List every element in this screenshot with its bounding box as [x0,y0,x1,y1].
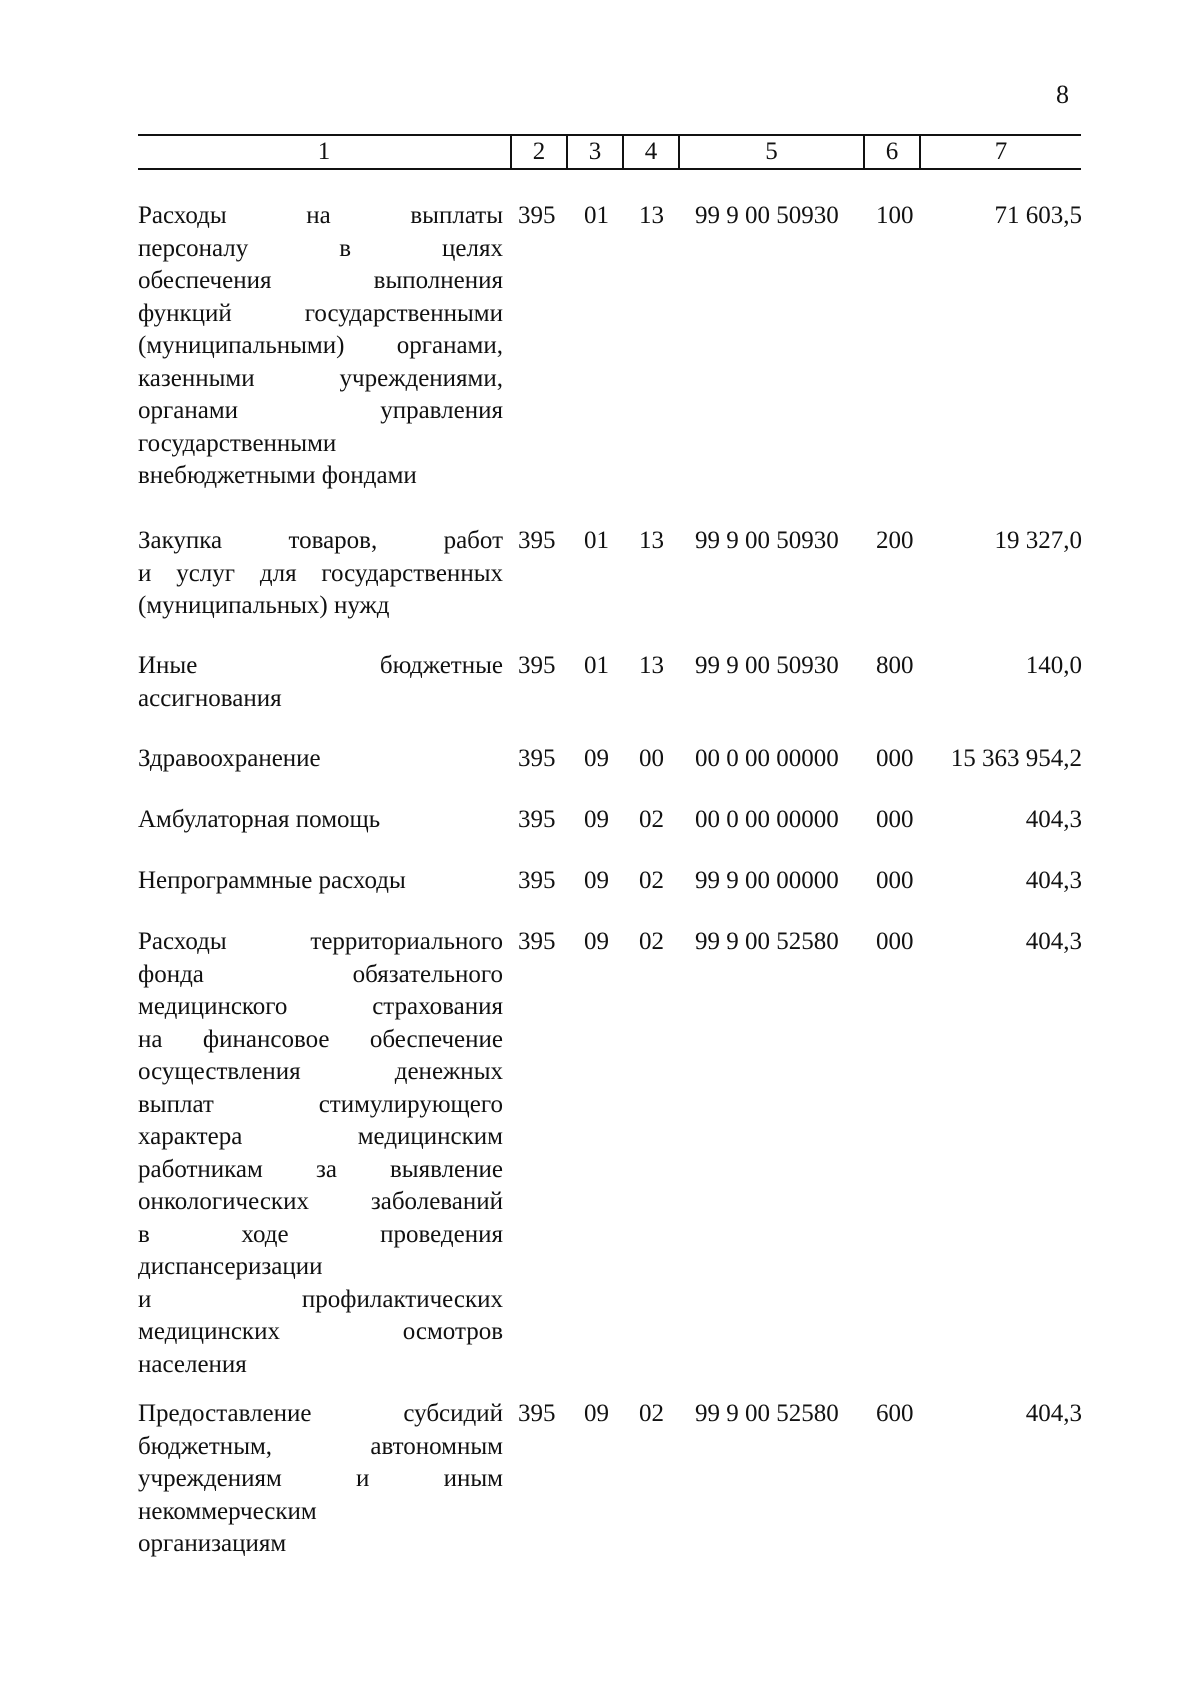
description-line: Расходы на выплаты [138,202,503,229]
cell-target-article: 00 0 00 00000 [695,745,839,772]
description-line: бюджетным, автономным [138,1432,503,1460]
description-line: онкологических заболеваний [138,1188,503,1215]
cell-target-article: 00 0 00 00000 [695,806,839,833]
table-header [138,134,1081,170]
cell-admin-code: 395 [518,867,556,894]
description-line: и услуг для государственных [138,559,503,587]
row-description [138,650,503,715]
cell-target-article: 99 9 00 52580 [695,1400,839,1427]
cell-admin-code: 395 [518,652,556,679]
cell-section: 09 [584,928,609,955]
page-number: 8 [1056,80,1069,109]
cell-section: 09 [584,867,609,894]
cell-subsection: 02 [639,1400,664,1427]
header-col-5: 5 [678,136,863,168]
cell-target-article: 99 9 00 50930 [695,652,839,679]
description-line: обеспечения выполнения [138,267,503,294]
cell-amount: 140,0 [1025,652,1082,679]
cell-amount: 19 327,0 [994,527,1082,554]
description-line: Закупка товаров, работ [138,527,503,554]
cell-amount: 404,3 [1025,867,1082,894]
cell-amount: 404,3 [1025,1400,1082,1427]
description-line: и профилактических [138,1285,503,1313]
description-line: ассигнования [138,684,282,712]
header-col-4: 4 [622,136,678,168]
row-description [138,865,503,898]
description-line: Здравоохранение [138,745,321,772]
description-line: Расходы территориального [138,928,503,955]
description-line: функций государственными [138,299,503,327]
cell-subsection: 02 [639,867,664,894]
description-line: (муниципальными) органами, [138,332,503,359]
description-line: Иные бюджетные [138,652,503,679]
cell-section: 01 [584,202,609,229]
description-line: казенными учреждениями, [138,364,503,392]
row-description [138,743,503,776]
header-col-1: 1 [317,138,331,165]
row-description [138,804,503,837]
cell-admin-code: 395 [518,806,556,833]
cell-amount: 404,3 [1025,928,1082,955]
cell-target-article: 99 9 00 52580 [695,928,839,955]
cell-expense-type: 800 [876,652,914,679]
description-line: органами управления [138,397,503,424]
row-description [138,1398,503,1561]
cell-admin-code: 395 [518,745,556,772]
cell-expense-type: 200 [876,527,914,554]
description-line: работникам за выявление [138,1155,503,1183]
description-line: в ходе проведения [138,1220,503,1248]
cell-expense-type: 000 [876,806,914,833]
cell-subsection: 13 [639,527,664,554]
description-line: фонда обязательного [138,960,503,988]
cell-amount: 15 363 954,2 [950,745,1082,772]
cell-amount: 71 603,5 [994,202,1082,229]
row-description [138,926,503,1381]
description-line: медицинского страхования [138,993,503,1020]
description-line: осуществления денежных [138,1058,503,1085]
cell-expense-type: 000 [876,867,914,894]
description-line: государственными [138,429,337,457]
cell-section: 01 [584,652,609,679]
description-line: Непрограммные расходы [138,867,406,894]
cell-subsection: 13 [639,202,664,229]
description-line: выплат стимулирующего [138,1090,503,1118]
description-line: населения [138,1350,247,1378]
cell-subsection: 02 [639,928,664,955]
cell-expense-type: 000 [876,745,914,772]
cell-expense-type: 000 [876,928,914,955]
cell-admin-code: 395 [518,1400,556,1427]
description-line: медицинских осмотров [138,1318,503,1345]
description-line: некоммерческим [138,1497,317,1525]
description-line: внебюджетными фондами [138,462,417,489]
cell-admin-code: 395 [518,202,556,229]
description-line: организациям [138,1530,287,1557]
row-description [138,200,503,493]
header-col-2: 2 [510,136,566,168]
description-line: на финансовое обеспечение [138,1025,503,1053]
cell-admin-code: 395 [518,527,556,554]
cell-subsection: 00 [639,745,664,772]
cell-section: 09 [584,806,609,833]
header-col-6: 6 [863,136,919,168]
cell-subsection: 13 [639,652,664,679]
cell-section: 09 [584,1400,609,1427]
cell-target-article: 99 9 00 50930 [695,202,839,229]
description-line: персоналу в целях [138,234,503,262]
cell-subsection: 02 [639,806,664,833]
cell-section: 09 [584,745,609,772]
cell-expense-type: 600 [876,1400,914,1427]
header-col-3: 3 [566,136,622,168]
description-line: (муниципальных) нужд [138,592,390,619]
description-line: учреждениям и иным [138,1465,503,1492]
cell-expense-type: 100 [876,202,914,229]
cell-amount: 404,3 [1025,806,1082,833]
header-col-7: 7 [919,136,1081,168]
description-line: Предоставление субсидий [138,1400,503,1427]
description-line: диспансеризации [138,1253,323,1280]
cell-target-article: 99 9 00 50930 [695,527,839,554]
cell-section: 01 [584,527,609,554]
description-line: характера медицинским [138,1123,503,1150]
cell-admin-code: 395 [518,928,556,955]
description-line: Амбулаторная помощь [138,806,381,833]
cell-target-article: 99 9 00 00000 [695,867,839,894]
row-description [138,525,503,623]
